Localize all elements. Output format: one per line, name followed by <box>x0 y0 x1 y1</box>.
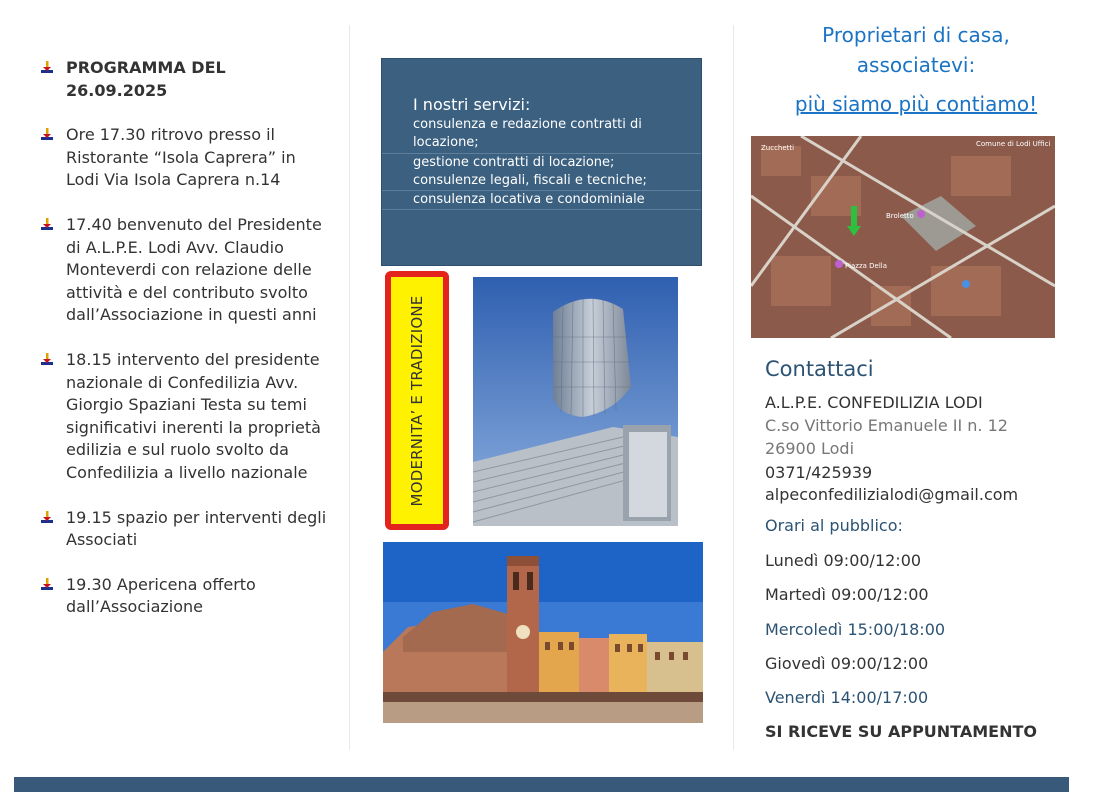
service-line: consulenza e redazione contratti di <box>413 117 642 132</box>
hours-row: Mercoledì 15:00/18:00 <box>765 620 946 639</box>
tagline-banner <box>385 271 449 530</box>
arrow-bullet-icon <box>40 60 54 74</box>
hours-row: Giovedì 09:00/12:00 <box>765 654 929 673</box>
arrow-bullet-icon <box>40 577 54 591</box>
program-item <box>38 349 328 485</box>
footer-bar <box>14 777 1069 792</box>
program-list <box>38 57 328 641</box>
cathedral-square-photo <box>383 542 703 723</box>
map-label: Zucchetti <box>761 144 795 152</box>
service-line: consulenze legali, fiscali e tecniche; <box>382 172 701 191</box>
appointment-note: SI RICEVE SU APPUNTAMENTO <box>765 722 1037 741</box>
program-item-text: 19.30 Apericena offerto dall’Associazione <box>66 574 256 617</box>
arrow-bullet-icon <box>40 127 54 141</box>
address-line: C.so Vittorio Emanuele II n. 12 <box>765 416 1008 435</box>
slogan-link[interactable]: più siamo più contiamo! <box>794 92 1038 116</box>
services-box <box>381 58 702 266</box>
program-item <box>38 124 328 192</box>
hours-row: Venerdì 14:00/17:00 <box>765 688 929 707</box>
program-item <box>38 574 328 619</box>
program-item <box>38 507 328 552</box>
hours-heading: Orari al pubblico: <box>765 516 903 535</box>
map-label: Comune di Lodi Uffici <box>976 140 1051 148</box>
hours-row: Martedì 09:00/12:00 <box>765 585 929 604</box>
service-line: consulenza locativa e condominiale <box>382 191 701 210</box>
services-list <box>382 116 701 210</box>
modern-building-photo <box>473 277 678 526</box>
program-title <box>38 57 328 102</box>
email-address[interactable]: alpeconfedilizialodi@gmail.com <box>765 485 1019 504</box>
program-title-text: PROGRAMMA DEL 26.09.2025 <box>66 58 226 100</box>
program-item <box>38 214 328 327</box>
map-label: Piazza Della <box>845 262 888 270</box>
contact-heading: Contattaci <box>765 357 874 381</box>
tagline-text: MODERNITA’ E TRADIZIONE <box>408 295 426 506</box>
slogan <box>780 20 1052 80</box>
service-line: gestione contratti di locazione; <box>413 154 615 170</box>
program-item-text: Ore 17.30 ritrovo presso il Ristorante “Isola Caprera” in Lodi Via Isola Caprera n.14 <box>66 125 296 190</box>
program-item-text: 17.40 benvenuto del Presidente di A.L.P.E. Lodi Avv. Claudio Monteverdi con relazione delle attività e del contributo svolto dall’Associazione in questi anni <box>66 214 322 325</box>
slogan-line-1: Proprietari di casa, <box>822 23 1010 47</box>
service-line: locazione; <box>382 134 701 153</box>
arrow-bullet-icon <box>40 217 54 231</box>
column-divider-left <box>349 25 350 750</box>
program-item-text: 18.15 intervento del presidente nazionale di Confedilizia Avv. Giorgio Spaziani Testa su temi significativi inerenti la proprietà edilizia e sul ruolo svolto da Confedilizia a livello nazionale <box>66 349 321 482</box>
services-title: I nostri servizi: <box>413 95 531 114</box>
address-city: 26900 Lodi <box>765 439 855 458</box>
phone-number[interactable]: 0371/425939 <box>765 463 873 482</box>
arrow-bullet-icon <box>40 352 54 366</box>
program-item-text: 19.15 spazio per interventi degli Associati <box>66 507 327 550</box>
org-name: A.L.P.E. CONFEDILIZIA LODI <box>765 393 983 412</box>
hours-row: Lunedì 09:00/12:00 <box>765 551 922 570</box>
column-divider-right <box>733 25 734 750</box>
slogan-line-2: associatevi: <box>856 53 976 77</box>
map-label: Broletto <box>886 212 914 220</box>
location-map[interactable] <box>751 136 1055 338</box>
arrow-bullet-icon <box>40 510 54 524</box>
